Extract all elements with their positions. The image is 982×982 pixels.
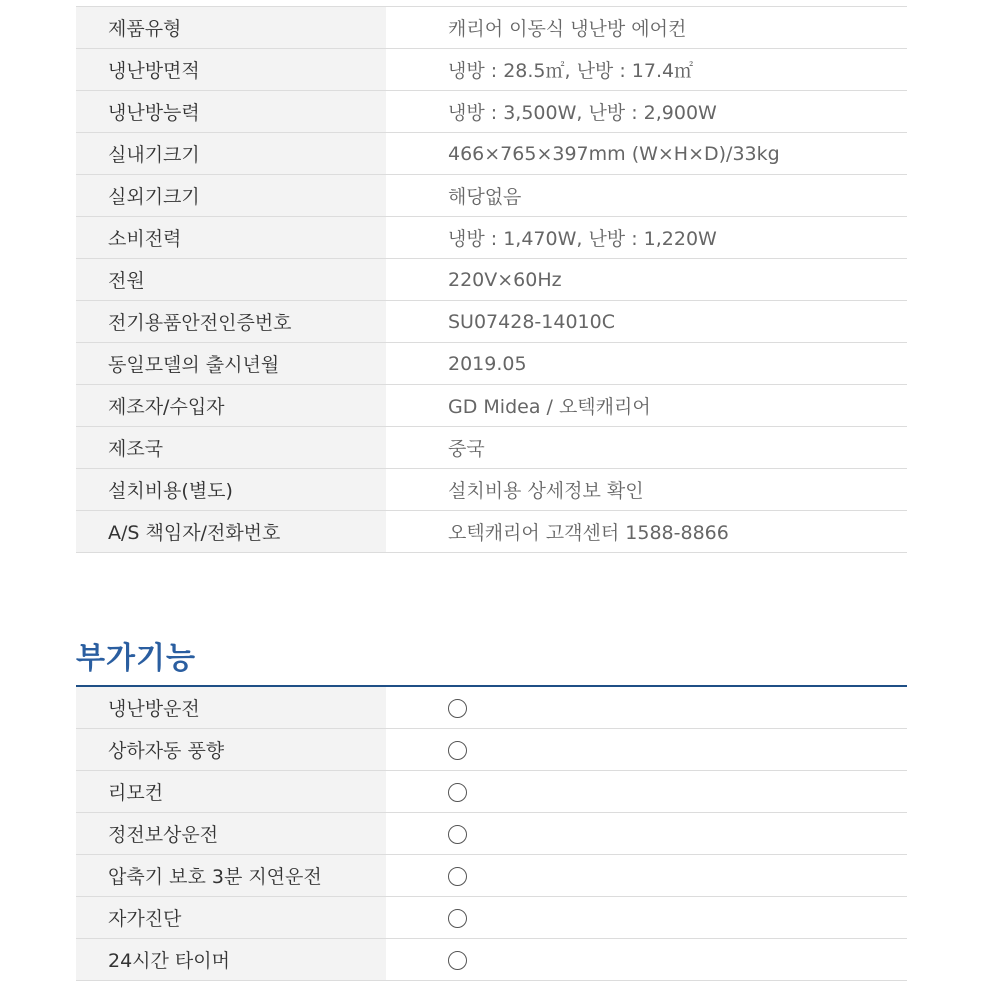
spec-label: 실내기크기: [76, 133, 386, 175]
spec-value: 오텍캐리어 고객센터 1588-8866: [386, 511, 907, 553]
feature-table: [76, 685, 907, 981]
table-row: [76, 385, 907, 427]
feature-label: 상하자동 풍향: [76, 729, 386, 771]
table-row: [76, 813, 907, 855]
table-row: [76, 301, 907, 343]
spec-value: 냉방 : 3,500W, 난방 : 2,900W: [386, 91, 907, 133]
spec-value: 설치비용 상세정보 확인: [386, 469, 907, 511]
circle-icon: [448, 951, 467, 970]
table-row: [76, 175, 907, 217]
table-row: [76, 686, 907, 729]
spec-label: 냉난방면적: [76, 49, 386, 91]
product-info-page: [76, 0, 907, 981]
table-row: [76, 49, 907, 91]
spec-table: [76, 6, 907, 553]
table-row: [76, 855, 907, 897]
spec-label: A/S 책임자/전화번호: [76, 511, 386, 553]
table-row: [76, 511, 907, 553]
spec-value: 2019.05: [386, 343, 907, 385]
feature-label: 정전보상운전: [76, 813, 386, 855]
table-row: [76, 7, 907, 49]
feature-label: 자가진단: [76, 897, 386, 939]
table-row: [76, 771, 907, 813]
spec-value: 해당없음: [386, 175, 907, 217]
circle-icon: [448, 909, 467, 928]
spec-value: GD Midea / 오텍캐리어: [386, 385, 907, 427]
spec-value: 466×765×397mm (W×H×D)/33kg: [386, 133, 907, 175]
spec-label: 동일모델의 출시년월: [76, 343, 386, 385]
table-row: [76, 939, 907, 981]
circle-icon: [448, 825, 467, 844]
feature-label: 냉난방운전: [76, 686, 386, 729]
spec-label: 실외기크기: [76, 175, 386, 217]
feature-label: 리모컨: [76, 771, 386, 813]
spec-label: 제품유형: [76, 7, 386, 49]
spec-value: SU07428-14010C: [386, 301, 907, 343]
circle-icon: [448, 699, 467, 718]
circle-icon: [448, 867, 467, 886]
spec-value: 냉방 : 28.5㎡, 난방 : 17.4㎡: [386, 49, 907, 91]
table-row: [76, 259, 907, 301]
circle-icon: [448, 741, 467, 760]
spec-label: 소비전력: [76, 217, 386, 259]
table-row: [76, 729, 907, 771]
table-row: [76, 217, 907, 259]
table-row: [76, 427, 907, 469]
spec-value: 냉방 : 1,470W, 난방 : 1,220W: [386, 217, 907, 259]
spec-label: 전기용품안전인증번호: [76, 301, 386, 343]
table-row: [76, 133, 907, 175]
spec-label: 설치비용(별도): [76, 469, 386, 511]
feature-label: 압축기 보호 3분 지연운전: [76, 855, 386, 897]
spec-label: 제조자/수입자: [76, 385, 386, 427]
spec-label: 제조국: [76, 427, 386, 469]
table-row: [76, 343, 907, 385]
spec-value: 220V×60Hz: [386, 259, 907, 301]
spec-label: 냉난방능력: [76, 91, 386, 133]
spec-value: 캐리어 이동식 냉난방 에어컨: [386, 7, 907, 49]
table-row: [76, 91, 907, 133]
table-row: [76, 897, 907, 939]
circle-icon: [448, 783, 467, 802]
spec-label: 전원: [76, 259, 386, 301]
feature-label: 24시간 타이머: [76, 939, 386, 981]
section-title: 부가기능: [76, 641, 196, 676]
table-row: [76, 469, 907, 511]
spec-value: 중국: [386, 427, 907, 469]
